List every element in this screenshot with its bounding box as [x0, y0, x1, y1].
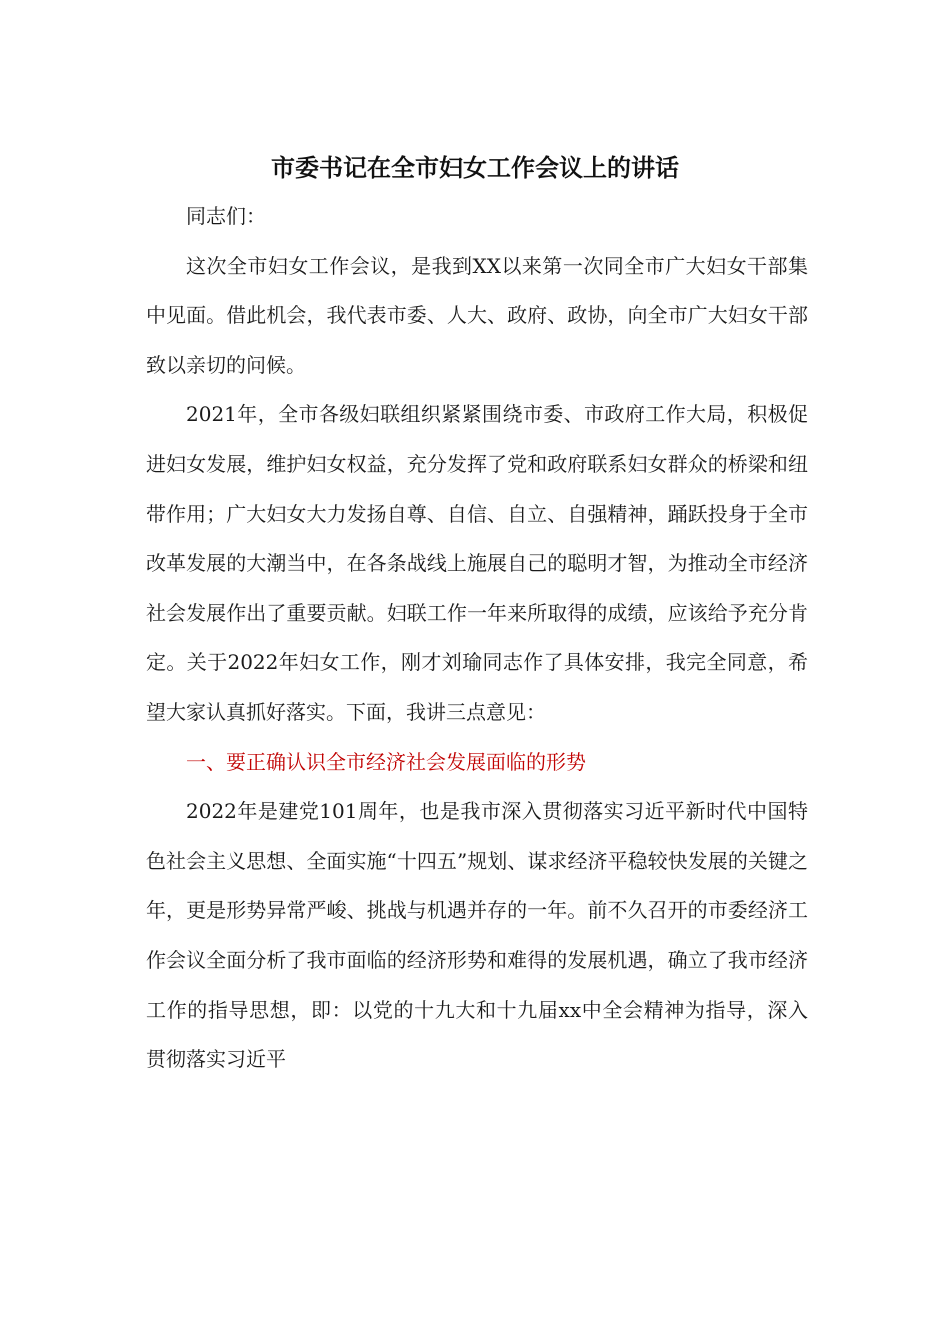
salutation-paragraph: 同志们：	[186, 204, 266, 228]
body-paragraph: 这次全市妇女工作会议，是我到XX以来第一次同全市广大妇女干部集中见面。借此机会，我代表市委、人大、政府、政协，向全市广大妇女干部致以亲切的问候。	[146, 253, 808, 377]
document-title: 市委书记在全市妇女工作会议上的讲话	[271, 153, 679, 182]
body-paragraph: 2022年是建党101周年，也是我市深入贯彻落实习近平新时代中国特色社会主义思想、全面实施“十四五”规划、谋求经济平稳较快发展的关键之年，更是形势异常严峻、挑战与机遇并存的一年。前不久召开的市委经济工作会议全面分析了我市面临的经济形势和难得的发展机遇，确立了我市经济工作的指导思想，即：以党的十九大和十九届xx中全会精神为指导，深入贯彻落实习近平	[146, 799, 808, 1072]
body-paragraph: 2021年，全市各级妇联组织紧紧围绕市委、市政府工作大局，积极促进妇女发展，维护妇女权益，充分发挥了党和政府联系妇女群众的桥梁和纽带作用；广大妇女大力发扬自尊、自信、自立、自强精神，踊跃投身于全市改革发展的大潮当中，在各条战线上施展自己的聪明才智，为推动全市经济社会发展作出了重要贡献。妇联工作一年来所取得的成绩，应该给予充分肯定。关于2022年妇女工作，刚才刘瑜同志作了具体安排，我完全同意，希望大家认真抓好落实。下面，我讲三点意见：	[146, 402, 808, 724]
document-body	[146, 192, 808, 1085]
section-heading: 一、要正确认识全市经济社会发展面临的形势	[186, 749, 586, 774]
